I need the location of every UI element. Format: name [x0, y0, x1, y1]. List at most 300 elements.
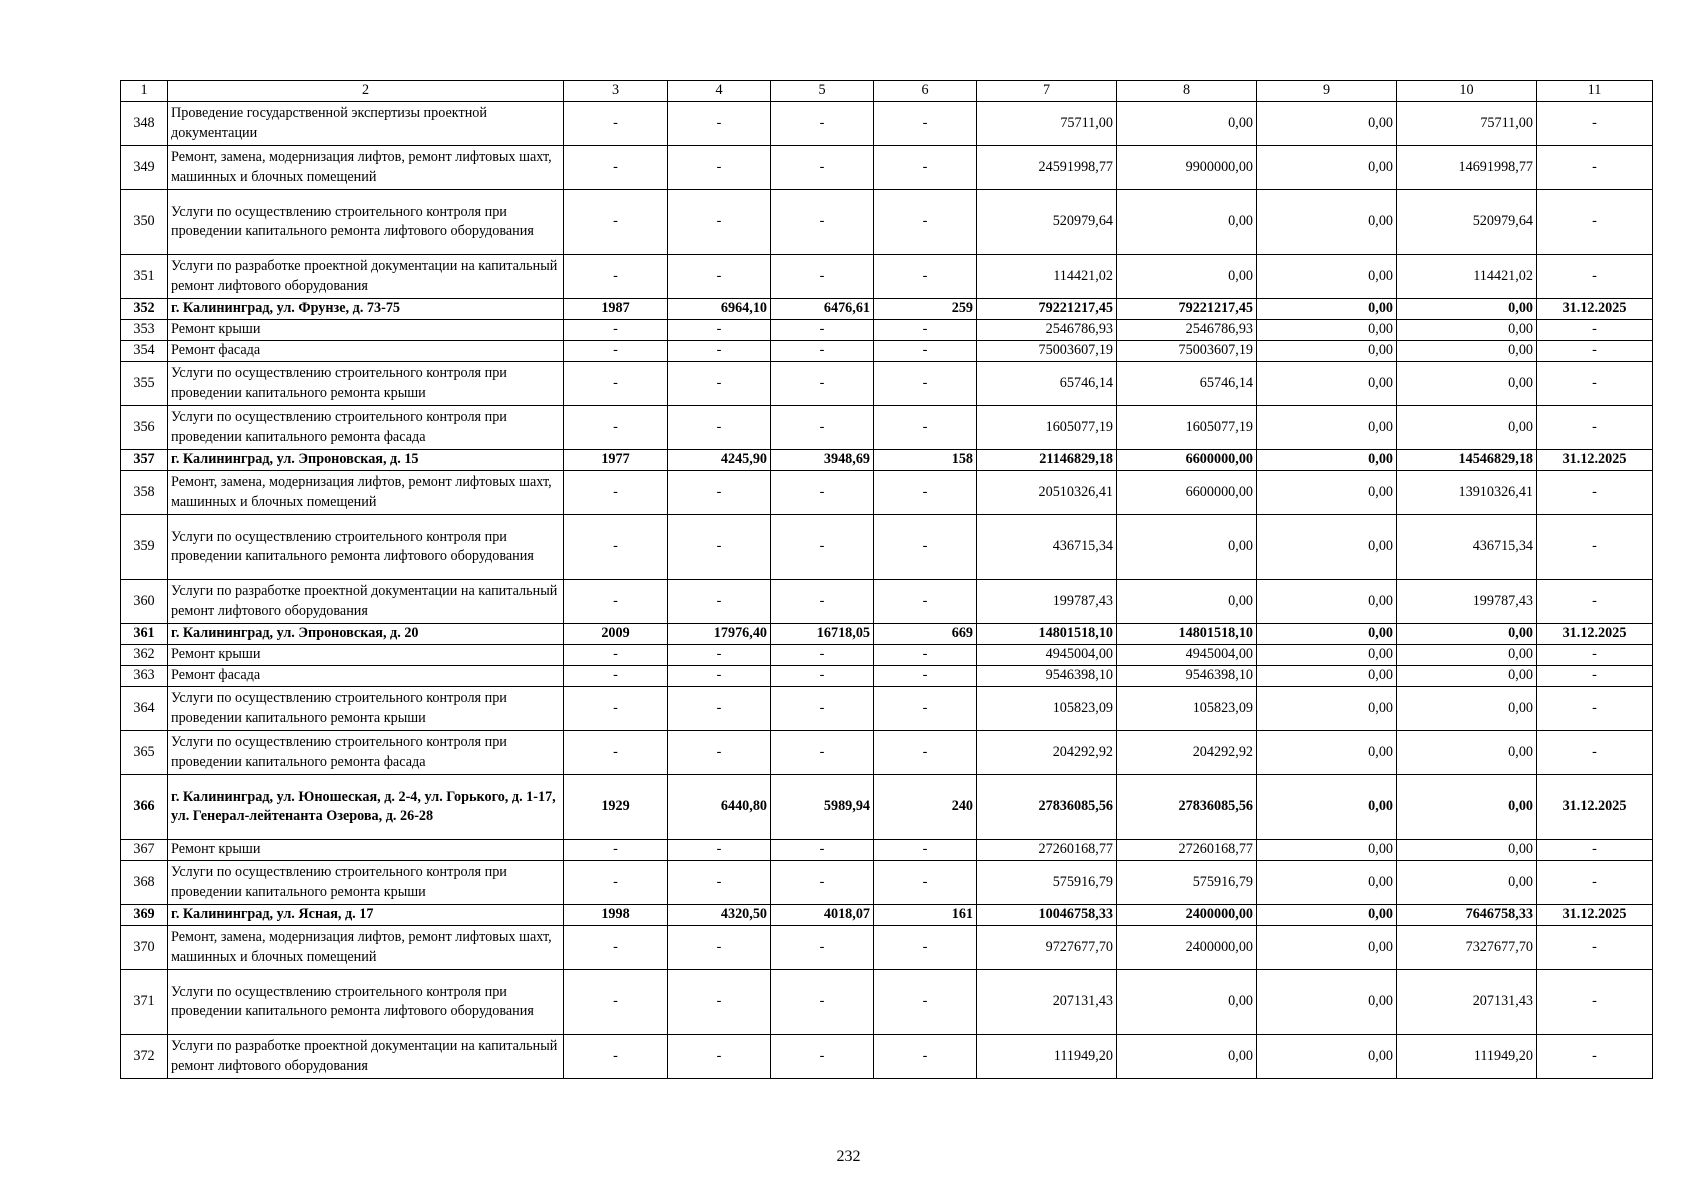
- row-number: 358: [121, 471, 168, 515]
- description-cell: Ремонт фасада: [168, 341, 564, 362]
- col3-cell: -: [564, 190, 668, 255]
- col6-cell: -: [874, 731, 977, 775]
- col6-cell: -: [874, 341, 977, 362]
- col6-cell: 240: [874, 775, 977, 840]
- table-row: [121, 146, 1653, 190]
- col10-cell: 0,00: [1397, 624, 1537, 645]
- col9-cell: 0,00: [1257, 666, 1397, 687]
- col6-cell: -: [874, 861, 977, 905]
- col7-cell: 27260168,77: [977, 840, 1117, 861]
- col11-cell: 31.12.2025: [1537, 299, 1653, 320]
- col4-cell: -: [668, 861, 771, 905]
- col11-cell: -: [1537, 146, 1653, 190]
- col10-cell: 13910326,41: [1397, 471, 1537, 515]
- table-row: [121, 861, 1653, 905]
- col5-cell: -: [771, 255, 874, 299]
- table-row: [121, 299, 1653, 320]
- row-number: 352: [121, 299, 168, 320]
- col5-cell: 3948,69: [771, 450, 874, 471]
- col5-cell: 5989,94: [771, 775, 874, 840]
- col3-cell: -: [564, 687, 668, 731]
- col7-cell: 65746,14: [977, 362, 1117, 406]
- col9-cell: 0,00: [1257, 102, 1397, 146]
- col8-cell: 6600000,00: [1117, 471, 1257, 515]
- col11-cell: -: [1537, 190, 1653, 255]
- col11-cell: -: [1537, 362, 1653, 406]
- col4-cell: -: [668, 341, 771, 362]
- description-cell: г. Калининград, ул. Ясная, д. 17: [168, 905, 564, 926]
- col9-cell: 0,00: [1257, 861, 1397, 905]
- col6-cell: -: [874, 190, 977, 255]
- col8-cell: 204292,92: [1117, 731, 1257, 775]
- col10-cell: 199787,43: [1397, 580, 1537, 624]
- column-header-2: 2: [168, 81, 564, 102]
- description-cell: г. Калининград, ул. Фрунзе, д. 73-75: [168, 299, 564, 320]
- col5-cell: -: [771, 102, 874, 146]
- col9-cell: 0,00: [1257, 406, 1397, 450]
- table-row: [121, 687, 1653, 731]
- col8-cell: 2400000,00: [1117, 905, 1257, 926]
- col10-cell: 0,00: [1397, 645, 1537, 666]
- col5-cell: -: [771, 580, 874, 624]
- col5-cell: -: [771, 146, 874, 190]
- description-cell: Услуги по осуществлению строительного контроля при проведении капитального ремонта крыши: [168, 362, 564, 406]
- col7-cell: 111949,20: [977, 1035, 1117, 1079]
- col10-cell: 0,00: [1397, 840, 1537, 861]
- col3-cell: 1998: [564, 905, 668, 926]
- row-number: 356: [121, 406, 168, 450]
- row-number: 368: [121, 861, 168, 905]
- col3-cell: -: [564, 1035, 668, 1079]
- row-number: 369: [121, 905, 168, 926]
- col10-cell: 520979,64: [1397, 190, 1537, 255]
- col6-cell: -: [874, 471, 977, 515]
- col3-cell: -: [564, 515, 668, 580]
- col10-cell: 7646758,33: [1397, 905, 1537, 926]
- col7-cell: 10046758,33: [977, 905, 1117, 926]
- col7-cell: 14801518,10: [977, 624, 1117, 645]
- table-row: [121, 362, 1653, 406]
- table-row: [121, 190, 1653, 255]
- table-row: [121, 905, 1653, 926]
- col5-cell: -: [771, 406, 874, 450]
- col3-cell: -: [564, 341, 668, 362]
- col8-cell: 6600000,00: [1117, 450, 1257, 471]
- col11-cell: -: [1537, 580, 1653, 624]
- col6-cell: 259: [874, 299, 977, 320]
- col3-cell: -: [564, 362, 668, 406]
- col8-cell: 105823,09: [1117, 687, 1257, 731]
- col7-cell: 75711,00: [977, 102, 1117, 146]
- col6-cell: -: [874, 1035, 977, 1079]
- col6-cell: -: [874, 362, 977, 406]
- table-row: [121, 471, 1653, 515]
- col5-cell: -: [771, 320, 874, 341]
- col7-cell: 436715,34: [977, 515, 1117, 580]
- column-header-9: 9: [1257, 81, 1397, 102]
- row-number: 350: [121, 190, 168, 255]
- row-number: 363: [121, 666, 168, 687]
- table-row: [121, 926, 1653, 970]
- col10-cell: 7327677,70: [1397, 926, 1537, 970]
- description-cell: Ремонт, замена, модернизация лифтов, ремонт лифтовых шахт, машинных и блочных помещений: [168, 926, 564, 970]
- col7-cell: 75003607,19: [977, 341, 1117, 362]
- col4-cell: -: [668, 406, 771, 450]
- col9-cell: 0,00: [1257, 905, 1397, 926]
- row-number: 361: [121, 624, 168, 645]
- col10-cell: 75711,00: [1397, 102, 1537, 146]
- row-number: 349: [121, 146, 168, 190]
- col9-cell: 0,00: [1257, 645, 1397, 666]
- col4-cell: -: [668, 102, 771, 146]
- col4-cell: -: [668, 320, 771, 341]
- col4-cell: -: [668, 515, 771, 580]
- col10-cell: 207131,43: [1397, 970, 1537, 1035]
- col5-cell: 4018,07: [771, 905, 874, 926]
- col4-cell: -: [668, 645, 771, 666]
- col8-cell: 75003607,19: [1117, 341, 1257, 362]
- column-header-8: 8: [1117, 81, 1257, 102]
- col11-cell: -: [1537, 471, 1653, 515]
- col11-cell: 31.12.2025: [1537, 624, 1653, 645]
- col11-cell: -: [1537, 645, 1653, 666]
- repair-schedule-table: [120, 80, 1653, 1079]
- col7-cell: 520979,64: [977, 190, 1117, 255]
- col10-cell: 0,00: [1397, 666, 1537, 687]
- col3-cell: 2009: [564, 624, 668, 645]
- col4-cell: -: [668, 687, 771, 731]
- row-number: 359: [121, 515, 168, 580]
- col9-cell: 0,00: [1257, 299, 1397, 320]
- col11-cell: -: [1537, 687, 1653, 731]
- table-row: [121, 666, 1653, 687]
- col3-cell: -: [564, 255, 668, 299]
- page-number: 232: [836, 1148, 861, 1165]
- col7-cell: 4945004,00: [977, 645, 1117, 666]
- col4-cell: -: [668, 471, 771, 515]
- col4-cell: -: [668, 970, 771, 1035]
- table-row: [121, 320, 1653, 341]
- description-cell: Проведение государственной экспертизы проектной документации: [168, 102, 564, 146]
- col3-cell: -: [564, 645, 668, 666]
- description-cell: Услуги по разработке проектной документации на капитальный ремонт лифтового оборудования: [168, 1035, 564, 1079]
- row-number: 362: [121, 645, 168, 666]
- col8-cell: 0,00: [1117, 515, 1257, 580]
- col6-cell: -: [874, 146, 977, 190]
- col4-cell: -: [668, 1035, 771, 1079]
- col9-cell: 0,00: [1257, 1035, 1397, 1079]
- col7-cell: 204292,92: [977, 731, 1117, 775]
- col8-cell: 575916,79: [1117, 861, 1257, 905]
- col5-cell: -: [771, 731, 874, 775]
- column-header-3: 3: [564, 81, 668, 102]
- col5-cell: -: [771, 362, 874, 406]
- description-cell: Ремонт, замена, модернизация лифтов, ремонт лифтовых шахт, машинных и блочных помещений: [168, 471, 564, 515]
- column-header-4: 4: [668, 81, 771, 102]
- table-row: [121, 731, 1653, 775]
- row-number: 355: [121, 362, 168, 406]
- col11-cell: -: [1537, 1035, 1653, 1079]
- col9-cell: 0,00: [1257, 146, 1397, 190]
- col11-cell: -: [1537, 515, 1653, 580]
- row-number: 353: [121, 320, 168, 341]
- column-header-7: 7: [977, 81, 1117, 102]
- col6-cell: -: [874, 580, 977, 624]
- col9-cell: 0,00: [1257, 840, 1397, 861]
- col7-cell: 105823,09: [977, 687, 1117, 731]
- col3-cell: 1987: [564, 299, 668, 320]
- table-row: [121, 515, 1653, 580]
- col8-cell: 0,00: [1117, 580, 1257, 624]
- col6-cell: -: [874, 970, 977, 1035]
- col4-cell: 4245,90: [668, 450, 771, 471]
- col6-cell: -: [874, 255, 977, 299]
- col7-cell: 207131,43: [977, 970, 1117, 1035]
- col7-cell: 9546398,10: [977, 666, 1117, 687]
- col5-cell: -: [771, 926, 874, 970]
- row-number: 354: [121, 341, 168, 362]
- description-cell: Услуги по осуществлению строительного контроля при проведении капитального ремонта лифтового оборудования: [168, 190, 564, 255]
- row-number: 372: [121, 1035, 168, 1079]
- row-number: 367: [121, 840, 168, 861]
- col8-cell: 0,00: [1117, 190, 1257, 255]
- col10-cell: 0,00: [1397, 731, 1537, 775]
- col6-cell: -: [874, 515, 977, 580]
- col9-cell: 0,00: [1257, 731, 1397, 775]
- col9-cell: 0,00: [1257, 190, 1397, 255]
- col3-cell: -: [564, 146, 668, 190]
- col7-cell: 20510326,41: [977, 471, 1117, 515]
- row-number: 371: [121, 970, 168, 1035]
- col9-cell: 0,00: [1257, 255, 1397, 299]
- row-number: 348: [121, 102, 168, 146]
- col8-cell: 0,00: [1117, 102, 1257, 146]
- col5-cell: -: [771, 645, 874, 666]
- description-cell: Услуги по разработке проектной документации на капитальный ремонт лифтового оборудования: [168, 255, 564, 299]
- col3-cell: 1977: [564, 450, 668, 471]
- col3-cell: -: [564, 102, 668, 146]
- column-number-row: [121, 81, 1653, 102]
- col10-cell: 114421,02: [1397, 255, 1537, 299]
- col3-cell: -: [564, 666, 668, 687]
- table-row: [121, 970, 1653, 1035]
- row-number: 365: [121, 731, 168, 775]
- col5-cell: -: [771, 666, 874, 687]
- col9-cell: 0,00: [1257, 687, 1397, 731]
- col9-cell: 0,00: [1257, 341, 1397, 362]
- col4-cell: 6440,80: [668, 775, 771, 840]
- table-row: [121, 624, 1653, 645]
- col10-cell: 0,00: [1397, 299, 1537, 320]
- table-row: [121, 450, 1653, 471]
- col9-cell: 0,00: [1257, 362, 1397, 406]
- col11-cell: -: [1537, 102, 1653, 146]
- col8-cell: 79221217,45: [1117, 299, 1257, 320]
- col5-cell: -: [771, 190, 874, 255]
- col9-cell: 0,00: [1257, 926, 1397, 970]
- col10-cell: 0,00: [1397, 775, 1537, 840]
- col11-cell: 31.12.2025: [1537, 450, 1653, 471]
- col11-cell: -: [1537, 970, 1653, 1035]
- col4-cell: -: [668, 190, 771, 255]
- col4-cell: -: [668, 731, 771, 775]
- description-cell: Услуги по осуществлению строительного контроля при проведении капитального ремонта фасада: [168, 731, 564, 775]
- col3-cell: -: [564, 970, 668, 1035]
- row-number: 364: [121, 687, 168, 731]
- col5-cell: -: [771, 840, 874, 861]
- description-cell: Ремонт крыши: [168, 840, 564, 861]
- col9-cell: 0,00: [1257, 624, 1397, 645]
- col6-cell: -: [874, 645, 977, 666]
- col8-cell: 27836085,56: [1117, 775, 1257, 840]
- col10-cell: 0,00: [1397, 406, 1537, 450]
- description-cell: Услуги по осуществлению строительного контроля при проведении капитального ремонта фасада: [168, 406, 564, 450]
- col6-cell: 161: [874, 905, 977, 926]
- col10-cell: 0,00: [1397, 362, 1537, 406]
- col3-cell: -: [564, 840, 668, 861]
- row-number: 351: [121, 255, 168, 299]
- description-cell: г. Калининград, ул. Эпроновская, д. 20: [168, 624, 564, 645]
- col10-cell: 0,00: [1397, 341, 1537, 362]
- col11-cell: -: [1537, 731, 1653, 775]
- col8-cell: 9546398,10: [1117, 666, 1257, 687]
- col11-cell: -: [1537, 341, 1653, 362]
- description-cell: Услуги по осуществлению строительного контроля при проведении капитального ремонта лифтового оборудования: [168, 515, 564, 580]
- col11-cell: -: [1537, 926, 1653, 970]
- table-row: [121, 255, 1653, 299]
- column-header-6: 6: [874, 81, 977, 102]
- col4-cell: -: [668, 926, 771, 970]
- col4-cell: -: [668, 362, 771, 406]
- col8-cell: 0,00: [1117, 1035, 1257, 1079]
- col3-cell: -: [564, 580, 668, 624]
- col5-cell: -: [771, 970, 874, 1035]
- col11-cell: 31.12.2025: [1537, 905, 1653, 926]
- col6-cell: -: [874, 687, 977, 731]
- col7-cell: 24591998,77: [977, 146, 1117, 190]
- col5-cell: -: [771, 687, 874, 731]
- col4-cell: -: [668, 255, 771, 299]
- col10-cell: 0,00: [1397, 687, 1537, 731]
- table-row: [121, 102, 1653, 146]
- col6-cell: -: [874, 406, 977, 450]
- description-cell: Услуги по разработке проектной документации на капитальный ремонт лифтового оборудования: [168, 580, 564, 624]
- col10-cell: 0,00: [1397, 320, 1537, 341]
- col7-cell: 21146829,18: [977, 450, 1117, 471]
- description-cell: Ремонт, замена, модернизация лифтов, ремонт лифтовых шахт, машинных и блочных помещений: [168, 146, 564, 190]
- table-row: [121, 406, 1653, 450]
- col7-cell: 2546786,93: [977, 320, 1117, 341]
- description-cell: г. Калининград, ул. Юношеская, д. 2-4, ул. Горького, д. 1-17, ул. Генерал-лейтенанта Озерова, д. 26-28: [168, 775, 564, 840]
- col5-cell: -: [771, 1035, 874, 1079]
- col5-cell: 16718,05: [771, 624, 874, 645]
- column-header-5: 5: [771, 81, 874, 102]
- col9-cell: 0,00: [1257, 580, 1397, 624]
- col9-cell: 0,00: [1257, 450, 1397, 471]
- col7-cell: 114421,02: [977, 255, 1117, 299]
- col4-cell: 6964,10: [668, 299, 771, 320]
- table-row: [121, 580, 1653, 624]
- col10-cell: 111949,20: [1397, 1035, 1537, 1079]
- col8-cell: 14801518,10: [1117, 624, 1257, 645]
- table-row: [121, 341, 1653, 362]
- col3-cell: -: [564, 406, 668, 450]
- description-cell: г. Калининград, ул. Эпроновская, д. 15: [168, 450, 564, 471]
- col8-cell: 4945004,00: [1117, 645, 1257, 666]
- col3-cell: 1929: [564, 775, 668, 840]
- col3-cell: -: [564, 731, 668, 775]
- description-cell: Ремонт фасада: [168, 666, 564, 687]
- col6-cell: -: [874, 666, 977, 687]
- table-body: [121, 81, 1653, 1079]
- col7-cell: 1605077,19: [977, 406, 1117, 450]
- col3-cell: -: [564, 320, 668, 341]
- col9-cell: 0,00: [1257, 515, 1397, 580]
- col6-cell: 669: [874, 624, 977, 645]
- col11-cell: -: [1537, 861, 1653, 905]
- table-row: [121, 840, 1653, 861]
- col7-cell: 9727677,70: [977, 926, 1117, 970]
- description-cell: Услуги по осуществлению строительного контроля при проведении капитального ремонта лифтового оборудования: [168, 970, 564, 1035]
- col10-cell: 14546829,18: [1397, 450, 1537, 471]
- col8-cell: 0,00: [1117, 255, 1257, 299]
- col10-cell: 14691998,77: [1397, 146, 1537, 190]
- col8-cell: 0,00: [1117, 970, 1257, 1035]
- col5-cell: -: [771, 515, 874, 580]
- col11-cell: -: [1537, 255, 1653, 299]
- col9-cell: 0,00: [1257, 970, 1397, 1035]
- col8-cell: 2546786,93: [1117, 320, 1257, 341]
- col4-cell: -: [668, 666, 771, 687]
- col6-cell: 158: [874, 450, 977, 471]
- col8-cell: 1605077,19: [1117, 406, 1257, 450]
- col6-cell: -: [874, 840, 977, 861]
- col5-cell: -: [771, 471, 874, 515]
- col4-cell: -: [668, 840, 771, 861]
- col6-cell: -: [874, 320, 977, 341]
- col9-cell: 0,00: [1257, 320, 1397, 341]
- table-row: [121, 645, 1653, 666]
- description-cell: Услуги по осуществлению строительного контроля при проведении капитального ремонта крыши: [168, 687, 564, 731]
- col5-cell: -: [771, 341, 874, 362]
- col5-cell: 6476,61: [771, 299, 874, 320]
- col4-cell: 4320,50: [668, 905, 771, 926]
- column-header-10: 10: [1397, 81, 1537, 102]
- col5-cell: -: [771, 861, 874, 905]
- row-number: 357: [121, 450, 168, 471]
- col8-cell: 2400000,00: [1117, 926, 1257, 970]
- col9-cell: 0,00: [1257, 775, 1397, 840]
- col10-cell: 0,00: [1397, 861, 1537, 905]
- col4-cell: -: [668, 146, 771, 190]
- col4-cell: -: [668, 580, 771, 624]
- description-cell: Услуги по осуществлению строительного контроля при проведении капитального ремонта крыши: [168, 861, 564, 905]
- column-header-11: 11: [1537, 81, 1653, 102]
- row-number: 370: [121, 926, 168, 970]
- table-row: [121, 775, 1653, 840]
- col11-cell: -: [1537, 666, 1653, 687]
- col7-cell: 199787,43: [977, 580, 1117, 624]
- col7-cell: 575916,79: [977, 861, 1117, 905]
- col7-cell: 27836085,56: [977, 775, 1117, 840]
- col8-cell: 9900000,00: [1117, 146, 1257, 190]
- col10-cell: 436715,34: [1397, 515, 1537, 580]
- col3-cell: -: [564, 926, 668, 970]
- col4-cell: 17976,40: [668, 624, 771, 645]
- col11-cell: 31.12.2025: [1537, 775, 1653, 840]
- col11-cell: -: [1537, 320, 1653, 341]
- col6-cell: -: [874, 102, 977, 146]
